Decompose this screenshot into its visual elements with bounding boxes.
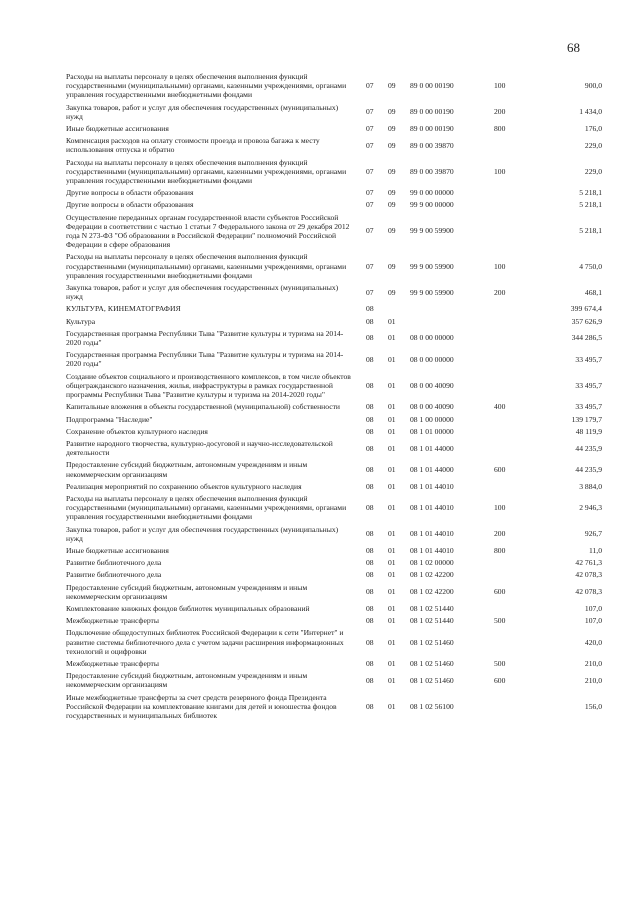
row-section-code: 08 [366,402,374,412]
row-subsection-code: 01 [388,402,396,412]
row-target-article: 08 1 02 42200 [410,587,454,597]
row-section-code: 07 [366,107,374,117]
row-name: Расходы на выплаты персоналу в целях обеспечения выполнения функций государственными (муниципальными) органами, казенными учреждениями, органами управления государственными внебюджетными фондами [66,493,347,522]
row-expense-type: 800 [494,545,506,555]
row-subsection-code: 01 [388,443,396,453]
row-target-article: 08 1 01 44010 [410,529,454,539]
row-amount: 5 218,1 [579,188,602,198]
row-amount: 44 235,9 [575,443,602,453]
row-target-article: 08 1 02 51440 [410,616,454,626]
table-row [66,158,602,189]
row-target-article: 99 9 00 59900 [410,261,454,271]
row-amount: 5 218,1 [579,200,602,210]
row-section-code: 07 [366,226,374,236]
table-row [66,317,602,329]
row-name: Развитие библиотечного дела [66,558,162,568]
table-row [66,616,602,628]
row-expense-type [494,482,524,494]
row-subsection-code: 09 [388,81,396,91]
row-expense-type [494,628,524,659]
row-name: Другие вопросы в области образования [66,188,194,198]
row-target-article: 99 9 00 59900 [410,226,454,236]
row-expense-type: 800 [494,124,506,134]
row-expense-type: 200 [494,107,506,117]
table-row [66,693,602,724]
row-expense-type: 600 [494,675,506,685]
row-target-article: 99 9 00 59900 [410,287,454,297]
row-expense-type [494,136,524,157]
row-section-code: 07 [366,261,374,271]
row-subsection-code: 01 [388,529,396,539]
row-subsection-code: 01 [388,616,396,626]
row-target-article: 89 0 00 00190 [410,81,454,91]
table-row [66,659,602,671]
row-section-code: 08 [366,675,374,685]
row-name: Иные межбюджетные трансферты за счет средств резервного фонда Президента Российской Федерации на комплектование книгами для детей и юношества фондов государственных и муниципальных библиотек [66,692,337,720]
row-section-code: 08 [366,443,374,453]
table-row [66,427,602,439]
row-section-code: 07 [366,287,374,297]
row-target-article: 08 0 00 40090 [410,380,454,390]
row-section-code: 08 [366,503,374,513]
row-name: Подключение общедоступных библиотек Российской Федерации к сети "Интернет" и развитие системы библиотечного дела с учетом задачи расширения информационных технологий и оцифровки [66,628,344,656]
row-amount: 5 218,1 [579,226,602,236]
table-row [66,439,602,460]
row-name: Предоставление субсидий бюджетным, автономным учреждениям и иным некоммерческим организациям [66,460,308,479]
row-amount: 42 078,3 [575,587,602,597]
row-amount: 156,0 [584,701,602,711]
row-section-code: 08 [366,587,374,597]
row-expense-type [494,604,524,616]
row-amount: 229,0 [584,140,602,150]
row-subsection-code: 01 [388,426,396,436]
row-section-code: 07 [366,81,374,91]
row-subsection-code: 01 [388,675,396,685]
row-expense-type: 100 [494,166,506,176]
row-amount: 468,1 [584,287,602,297]
row-name: Межбюджетные трансферты [66,616,159,626]
row-section-code: 08 [366,570,374,580]
row-target-article: 08 1 02 51440 [410,603,454,613]
row-subsection-code: 09 [388,200,396,210]
table-row [66,628,602,659]
budget-table [66,72,602,723]
row-expense-type [494,329,524,350]
row-expense-type: 100 [494,81,506,91]
row-subsection-code: 09 [388,166,396,176]
table-row [66,252,602,283]
row-amount: 33 495,7 [575,354,602,364]
row-amount: 44 235,9 [575,464,602,474]
row-target-article: 89 0 00 39870 [410,166,454,176]
row-amount: 3 884,0 [579,481,602,491]
row-expense-type [494,200,524,212]
table-row [66,200,602,212]
row-expense-type [494,372,524,403]
row-target-article: 08 0 00 00000 [410,354,454,364]
row-expense-type: 100 [494,261,506,271]
row-amount: 176,0 [584,124,602,134]
row-amount: 4 750,0 [579,261,602,271]
row-amount: 344 286,5 [571,333,602,343]
row-section-code: 08 [366,481,374,491]
row-section-code: 08 [366,603,374,613]
row-name: Межбюджетные трансферты [66,658,159,668]
row-name: Иные бюджетные ассигнования [66,545,169,555]
row-expense-type [494,350,524,371]
table-row [66,570,602,582]
table-row [66,402,602,414]
row-subsection-code: 01 [388,354,396,364]
table-row [66,372,602,403]
row-section-code: 08 [366,354,374,364]
row-amount: 420,0 [584,637,602,647]
row-subsection-code: 09 [388,188,396,198]
row-name: Иные бюджетные ассигнования [66,124,169,134]
row-name: Закупка товаров, работ и услуг для обеспечения государственных (муниципальных) нужд [66,283,339,302]
row-target-article: 08 1 02 00000 [410,558,454,568]
row-amount: 42 078,3 [575,570,602,580]
row-name: Расходы на выплаты персоналу в целях обеспечения выполнения функций государственными (муниципальными) органами, казенными учреждениями, органами управления государственными внебюджетными фондами [66,72,347,100]
table-row [66,124,602,136]
row-name: Капитальные вложения в объекты государственной (муниципальной) собственности [66,402,340,412]
table-row [66,546,602,558]
table-row [66,494,602,525]
row-expense-type [494,415,524,427]
row-name: Предоставление субсидий бюджетным, автономным учреждениям и иным некоммерческим организациям [66,671,308,690]
row-name: Сохранение объектов культурного наследия [66,426,208,436]
row-name: Предоставление субсидий бюджетным, автономным учреждениям и иным некоммерческим организациям [66,582,308,601]
row-subsection-code: 01 [388,333,396,343]
row-subsection-code: 01 [388,481,396,491]
row-target-article: 08 0 00 00000 [410,333,454,343]
row-amount: 107,0 [584,616,602,626]
row-target-article: 08 1 02 56100 [410,701,454,711]
row-expense-type [494,304,524,316]
row-expense-type [494,213,524,253]
budget-table-body [66,72,602,723]
table-row [66,604,602,616]
row-section-code: 08 [366,701,374,711]
row-expense-type: 200 [494,529,506,539]
row-amount: 210,0 [584,675,602,685]
table-row [66,213,602,253]
row-section-code: 08 [366,304,374,314]
row-amount: 357 626,9 [571,316,602,326]
row-amount: 33 495,7 [575,380,602,390]
row-subsection-code: 01 [388,558,396,568]
row-expense-type [494,693,524,724]
row-target-article: 08 1 01 44010 [410,503,454,513]
row-amount: 139 179,7 [571,414,602,424]
table-row [66,350,602,371]
row-subsection-code: 01 [388,587,396,597]
row-name: Другие вопросы в области образования [66,200,194,210]
row-expense-type: 500 [494,658,506,668]
table-row [66,72,602,103]
row-amount: 1 434,0 [579,107,602,117]
row-section-code: 08 [366,380,374,390]
row-target-article [410,317,494,329]
row-subsection-code: 01 [388,545,396,555]
row-name: Расходы на выплаты персоналу в целях обеспечения выполнения функций государственными (муниципальными) органами, казенными учреждениями, органами управления государственными внебюджетными фондами [66,157,347,186]
row-section-code: 08 [366,333,374,343]
row-subsection-code: 01 [388,658,396,668]
row-subsection-code: 01 [388,414,396,424]
table-row [66,583,602,604]
row-name: Комплектование книжных фондов библиотек муниципальных образований [66,603,310,613]
row-target-article: 99 9 00 00000 [410,200,454,210]
row-target-article: 08 0 00 40090 [410,402,454,412]
table-row [66,482,602,494]
row-section-code: 08 [366,558,374,568]
row-expense-type: 200 [494,287,506,297]
row-name: Создание объектов социального и производственного комплексов, в том числе объектов общегражданского назначения, жилья, инфраструктуры в рамках государственной программы Республики Тыва "Развитие культуры и туризма на 2014-2020 годы" [66,371,351,400]
row-name: Осуществление переданных органам государственной власти субъектов Российской Федерации в соответствии с частью 1 статьи 7 Федерального закона от 29 декабря 2012 года N 273-ФЗ "Об образовании в Российской Федерации" полномочий Российской Федерации в сфере образования [66,212,350,250]
row-expense-type: 500 [494,616,506,626]
row-section-code: 08 [366,529,374,539]
row-target-article: 89 0 00 00190 [410,124,454,134]
row-expense-type [494,558,524,570]
row-expense-type: 600 [494,587,506,597]
row-amount: 11,0 [588,545,602,555]
row-target-article: 08 1 01 44010 [410,481,454,491]
row-section-code: 07 [366,124,374,134]
row-amount: 33 495,7 [575,402,602,412]
row-name: Расходы на выплаты персоналу в целях обеспечения выполнения функций государственными (муниципальными) органами, казенными учреждениями, органами управления государственными внебюджетными фондами [66,252,347,280]
row-amount: 48 119,9 [575,426,602,436]
row-subsection-code [388,304,410,316]
row-name: Развитие народного творчества, культурно-досуговой и научно-исследовательской деятельности [66,438,333,458]
table-row [66,283,602,304]
row-section-code: 08 [366,414,374,424]
row-amount: 2 946,3 [579,503,602,513]
table-row [66,415,602,427]
row-name: Компенсация расходов на оплату стоимости проезда и провоза багажа к месту использования отпуска и обратно [66,136,320,155]
table-row [66,304,602,316]
row-name: Реализация мероприятий по сохранению объектов культурного наследия [66,481,302,491]
row-expense-type [494,317,524,329]
row-section-code: 08 [366,637,374,647]
row-section-code: 07 [366,188,374,198]
table-row [66,558,602,570]
row-amount: 900,0 [584,81,602,91]
row-subsection-code: 09 [388,261,396,271]
row-expense-type [494,188,524,200]
table-row [66,525,602,546]
row-name: Культура [66,316,96,326]
row-section-code: 08 [366,464,374,474]
row-target-article: 89 0 00 00190 [410,107,454,117]
table-row [66,188,602,200]
row-target-article: 08 1 02 51460 [410,675,454,685]
row-amount: 229,0 [584,166,602,176]
row-expense-type [494,427,524,439]
row-section-code: 08 [366,658,374,668]
row-target-article: 08 1 01 44010 [410,545,454,555]
row-target-article: 99 0 00 00000 [410,188,454,198]
row-target-article: 08 1 01 00000 [410,426,454,436]
table-row [66,671,602,692]
row-subsection-code: 01 [388,316,396,326]
row-target-article: 08 1 02 51460 [410,637,454,647]
page-number: 68 [567,40,580,55]
row-name: Государственная программа Республики Тыва "Развитие культуры и туризма на 2014-2020 годы" [66,350,344,369]
row-target-article: 08 1 02 42200 [410,570,454,580]
row-expense-type [494,570,524,582]
row-subsection-code: 09 [388,107,396,117]
row-name: КУЛЬТУРА, КИНЕМАТОГРАФИЯ [66,304,181,314]
row-subsection-code: 01 [388,380,396,390]
row-name: Государственная программа Республики Тыва "Развитие культуры и туризма на 2014-2020 годы" [66,328,344,348]
row-expense-type: 600 [494,464,506,474]
row-section-code: 07 [366,166,374,176]
row-section-code: 08 [366,316,374,326]
row-expense-type: 400 [494,402,506,412]
table-row [66,460,602,481]
table-row [66,136,602,157]
row-subsection-code: 09 [388,124,396,134]
table-row [66,329,602,350]
row-subsection-code: 01 [388,503,396,513]
row-target-article: 08 1 00 00000 [410,414,454,424]
row-target-article: 08 1 01 44000 [410,443,454,453]
row-subsection-code: 01 [388,701,396,711]
row-name: Закупка товаров, работ и услуг для обеспечения государственных (муниципальных) нужд [66,102,339,121]
row-section-code: 08 [366,616,374,626]
row-section-code: 08 [366,426,374,436]
row-name: Подпрограмма "Наследие" [66,414,153,424]
row-name: Закупка товаров, работ и услуг для обеспечения государственных (муниципальных) нужд [66,524,339,543]
row-subsection-code: 09 [388,287,396,297]
row-amount: 926,7 [584,529,602,539]
row-section-code: 07 [366,140,374,150]
row-subsection-code: 09 [388,226,396,236]
row-amount: 107,0 [584,603,602,613]
row-target-article: 08 1 02 51460 [410,658,454,668]
row-section-code: 07 [366,200,374,210]
row-target-article: 08 1 01 44000 [410,464,454,474]
row-target-article [410,304,494,316]
row-section-code: 08 [366,545,374,555]
row-target-article: 89 0 00 39870 [410,140,454,150]
row-amount: 210,0 [584,658,602,668]
row-subsection-code: 01 [388,464,396,474]
row-subsection-code: 01 [388,637,396,647]
row-expense-type [494,439,524,460]
row-amount: 42 761,3 [575,558,602,568]
row-subsection-code: 01 [388,603,396,613]
row-subsection-code: 09 [388,140,396,150]
row-subsection-code: 01 [388,570,396,580]
row-name: Развитие библиотечного дела [66,570,162,580]
row-expense-type: 100 [494,503,506,513]
row-amount: 399 674,4 [570,304,602,314]
table-row [66,103,602,124]
